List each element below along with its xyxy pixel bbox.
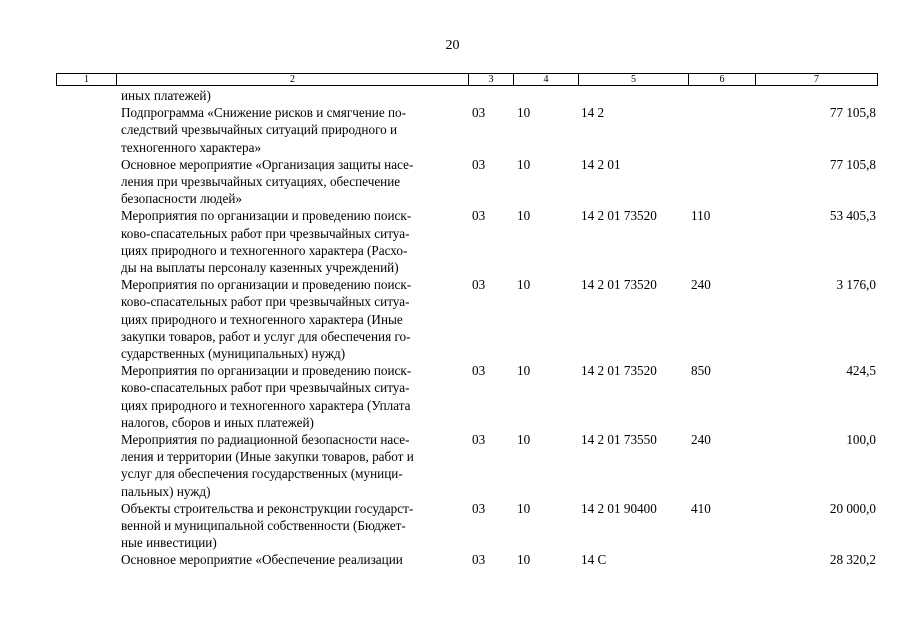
description-line: ды на выплаты персоналу казенных учреждений) [121, 259, 399, 275]
subsection-code: 10 [517, 156, 531, 172]
expense-type-code: 240 [691, 431, 711, 447]
subsection-code: 10 [517, 208, 531, 224]
table-row [0, 87, 905, 104]
section-code: 03 [472, 277, 486, 293]
column-header-6: 6 [689, 74, 756, 86]
subsection-code: 10 [517, 431, 531, 447]
description-line: сударственных (муниципальных) нужд) [121, 345, 346, 361]
description-line: Подпрограмма «Снижение рисков и смягчение по- [121, 105, 407, 121]
amount: 77 105,8 [829, 105, 876, 121]
description-line: следствий чрезвычайных ситуаций природного и [121, 122, 398, 138]
section-code: 03 [472, 431, 486, 447]
description-line: налогов, сборов и иных платежей) [121, 414, 314, 430]
page-number: 20 [445, 38, 460, 53]
row-description [121, 87, 466, 104]
amount: 20 000,0 [829, 500, 876, 516]
table-row [0, 156, 905, 208]
section-code: 03 [472, 500, 486, 516]
column-header-3: 3 [469, 74, 514, 86]
budget-table-body [0, 87, 905, 569]
section-code: 03 [472, 363, 486, 379]
target-article-code: 14 2 [581, 105, 605, 121]
subsection-code: 10 [517, 363, 531, 379]
amount: 3 176,0 [836, 277, 876, 293]
expense-type-code: 110 [691, 208, 711, 224]
row-description [121, 431, 466, 500]
amount: 53 405,3 [829, 208, 876, 224]
row-description [121, 362, 466, 431]
target-article-code: 14 2 01 73550 [581, 431, 657, 447]
row-description [121, 104, 466, 156]
description-line: закупки товаров, работ и услуг для обеспечения го- [121, 328, 411, 344]
description-line: циях природного и техногенного характера (Иные [121, 311, 403, 327]
section-code: 03 [472, 105, 486, 121]
column-header-1: 1 [57, 74, 117, 86]
description-line: Основное мероприятие «Организация защиты насе- [121, 156, 414, 172]
description-line: ления и территории (Иные закупки товаров, работ и [121, 449, 414, 465]
description-line: иных платежей) [121, 88, 211, 103]
table-row [0, 551, 905, 568]
row-description [121, 500, 466, 552]
amount: 77 105,8 [829, 156, 876, 172]
column-header-5: 5 [579, 74, 689, 86]
description-line: Мероприятия по организации и проведению поиск- [121, 277, 412, 293]
row-description [121, 276, 466, 362]
description-line: Мероприятия по радиационной безопасности насе- [121, 431, 410, 447]
target-article-code: 14 2 01 [581, 156, 621, 172]
description-line: Мероприятия по организации и проведению поиск- [121, 208, 412, 224]
subsection-code: 10 [517, 277, 531, 293]
subsection-code: 10 [517, 105, 531, 121]
description-line: ные инвестиции) [121, 535, 217, 551]
description-line: Основное мероприятие «Обеспечение реализации [121, 552, 403, 568]
subsection-code: 10 [517, 500, 531, 516]
amount: 28 320,2 [829, 552, 876, 568]
description-line: пальных) нужд) [121, 483, 211, 499]
description-line: ления при чрезвычайных ситуациях, обеспечение [121, 173, 401, 189]
column-header-4: 4 [514, 74, 579, 86]
description-line: ково-спасательных работ при чрезвычайных ситуа- [121, 225, 410, 241]
target-article-code: 14 2 01 90400 [581, 500, 657, 516]
row-description [121, 207, 466, 276]
description-line: Объекты строительства и реконструкции государст- [121, 500, 414, 516]
section-code: 03 [472, 552, 486, 568]
expense-type-code: 410 [691, 500, 711, 516]
table-row [0, 104, 905, 156]
target-article-code: 14 2 01 73520 [581, 363, 657, 379]
description-line: венной и муниципальной собственности (Бюджет- [121, 517, 406, 533]
section-code: 03 [472, 156, 486, 172]
table-row [0, 500, 905, 552]
table-row [0, 276, 905, 362]
amount: 100,0 [846, 431, 876, 447]
column-header-7: 7 [756, 74, 878, 86]
row-description [121, 156, 466, 208]
target-article-code: 14 2 01 73520 [581, 208, 657, 224]
column-header-2: 2 [117, 74, 469, 86]
target-article-code: 14 2 01 73520 [581, 277, 657, 293]
section-code: 03 [472, 208, 486, 224]
table-row [0, 431, 905, 500]
column-header-table [56, 73, 878, 86]
description-line: техногенного характера» [121, 139, 262, 155]
description-line: ково-спасательных работ при чрезвычайных ситуа- [121, 380, 410, 396]
description-line: Мероприятия по организации и проведению поиск- [121, 363, 412, 379]
row-description [121, 551, 466, 568]
description-line: циях природного и техногенного характера (Уплата [121, 397, 411, 413]
target-article-code: 14 С [581, 552, 607, 568]
description-line: безопасности людей» [121, 191, 242, 207]
amount: 424,5 [846, 363, 876, 379]
description-line: услуг для обеспечения государственных (муници- [121, 466, 403, 482]
expense-type-code: 850 [691, 363, 711, 379]
table-row [0, 362, 905, 431]
subsection-code: 10 [517, 552, 531, 568]
column-header-row [57, 74, 878, 86]
expense-type-code: 240 [691, 277, 711, 293]
description-line: ково-спасательных работ при чрезвычайных ситуа- [121, 294, 410, 310]
table-row [0, 207, 905, 276]
description-line: циях природного и техногенного характера (Расхо- [121, 242, 408, 258]
